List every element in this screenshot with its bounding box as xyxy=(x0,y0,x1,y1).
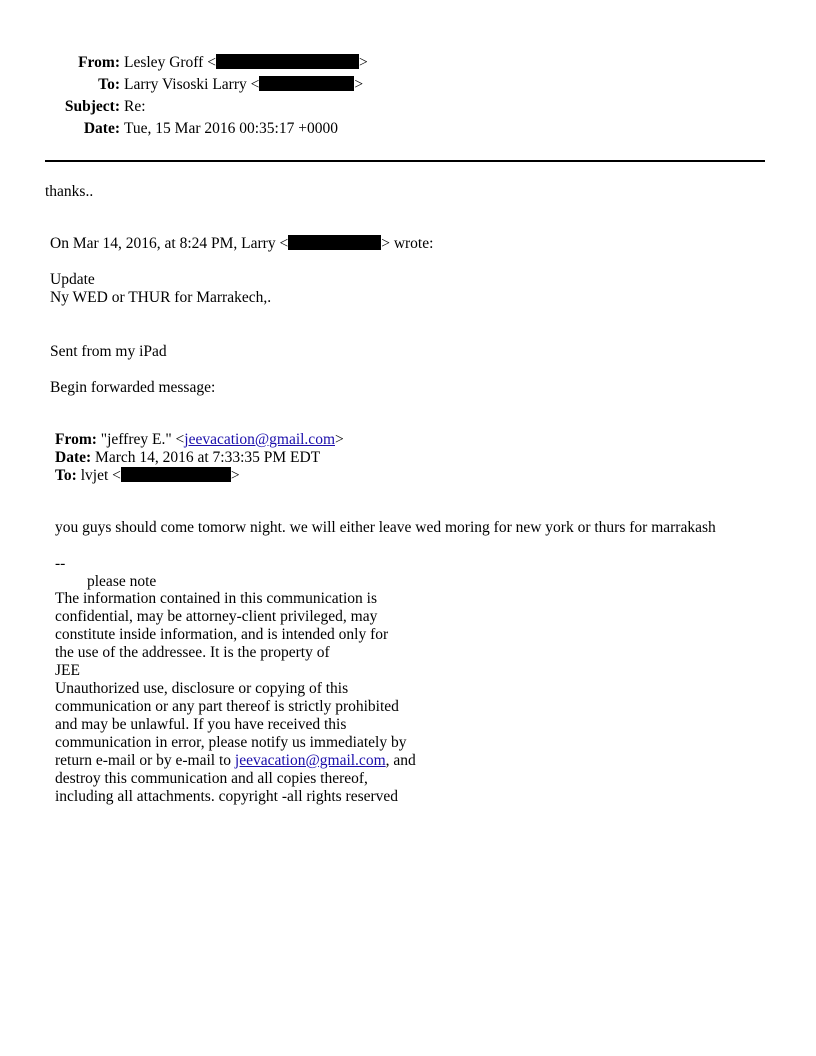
from-tail: > xyxy=(358,54,368,71)
from-value xyxy=(124,54,368,72)
from-label: From: xyxy=(78,54,120,71)
subject-label: Subject: xyxy=(64,98,120,115)
disclaimer-line: The information contained in this communication is xyxy=(55,590,377,607)
fwd-date-row xyxy=(55,449,320,467)
fwd-to-pre: lvjet < xyxy=(80,467,121,484)
date-value: Tue, 15 Mar 2016 00:35:17 +0000 xyxy=(124,120,338,137)
forwarded-message: you guys should come tomorw night. we will either leave wed moring for new york or thurs for marrakash xyxy=(55,519,716,536)
disclaimer-line: and may be unlawful. If you have received this xyxy=(55,716,347,733)
redaction-block xyxy=(259,76,354,91)
disclaimer-email-pre: return e-mail or by e-mail to xyxy=(55,752,235,769)
redaction-block xyxy=(121,467,231,482)
disclaimer-line: the use of the addressee. It is the property of xyxy=(55,644,330,661)
begin-forwarded: Begin forwarded message: xyxy=(50,379,216,396)
fwd-to-row xyxy=(55,467,240,485)
subject-value: Re: xyxy=(124,98,146,115)
fwd-to-label: To: xyxy=(55,467,77,484)
update-heading: Update xyxy=(50,271,95,288)
fwd-from-name: "jeffrey E." < xyxy=(100,431,185,448)
disclaimer-line: communication in error, please notify us immediately by xyxy=(55,734,407,751)
redaction-block xyxy=(288,235,381,250)
fwd-from-tail: > xyxy=(335,431,344,448)
fwd-date-value: March 14, 2016 at 7:33:35 PM EDT xyxy=(95,449,321,466)
disclaimer-email-link[interactable]: jeevacation@gmail.com xyxy=(234,752,386,769)
to-label: To: xyxy=(98,76,120,93)
fwd-date-label: Date: xyxy=(55,449,92,466)
from-name: Lesley Groff < xyxy=(124,54,216,71)
redaction-block xyxy=(216,54,359,69)
to-value xyxy=(124,76,363,94)
please-note: please note xyxy=(87,573,157,590)
update-line: Ny WED or THUR for Marrakech,. xyxy=(50,289,272,306)
quote-intro-post: > wrote: xyxy=(381,235,434,252)
disclaimer-line: including all attachments. copyright -all rights reserved xyxy=(55,788,399,805)
disclaimer-block xyxy=(55,590,416,806)
disclaimer-line: JEE xyxy=(55,662,80,679)
fwd-to-tail: > xyxy=(230,467,240,484)
disclaimer-line: Unauthorized use, disclosure or copying of this xyxy=(55,680,349,697)
fwd-from-label: From: xyxy=(55,431,97,448)
quote-intro xyxy=(50,235,433,253)
signature-dashes: -- xyxy=(55,555,66,572)
disclaimer-line: destroy this communication and all copies thereof, xyxy=(55,770,368,787)
quote-intro-pre: On Mar 14, 2016, at 8:24 PM, Larry < xyxy=(50,235,289,252)
fwd-from-email-link[interactable]: jeevacation@gmail.com xyxy=(184,431,335,448)
to-name: Larry Visoski Larry < xyxy=(124,76,260,93)
fwd-from-row xyxy=(55,431,344,449)
to-tail: > xyxy=(354,76,364,93)
disclaimer-line: confidential, may be attorney-client privileged, may xyxy=(55,608,378,625)
date-label: Date: xyxy=(83,120,120,137)
disclaimer-email-line xyxy=(55,752,416,770)
header-divider xyxy=(45,160,765,162)
disclaimer-line: constitute inside information, and is intended only for xyxy=(55,626,389,643)
sent-from: Sent from my iPad xyxy=(50,343,167,360)
disclaimer-line: communication or any part thereof is strictly prohibited xyxy=(55,698,399,715)
disclaimer-email-post: , and xyxy=(385,752,416,769)
reply-text: thanks.. xyxy=(45,183,94,200)
